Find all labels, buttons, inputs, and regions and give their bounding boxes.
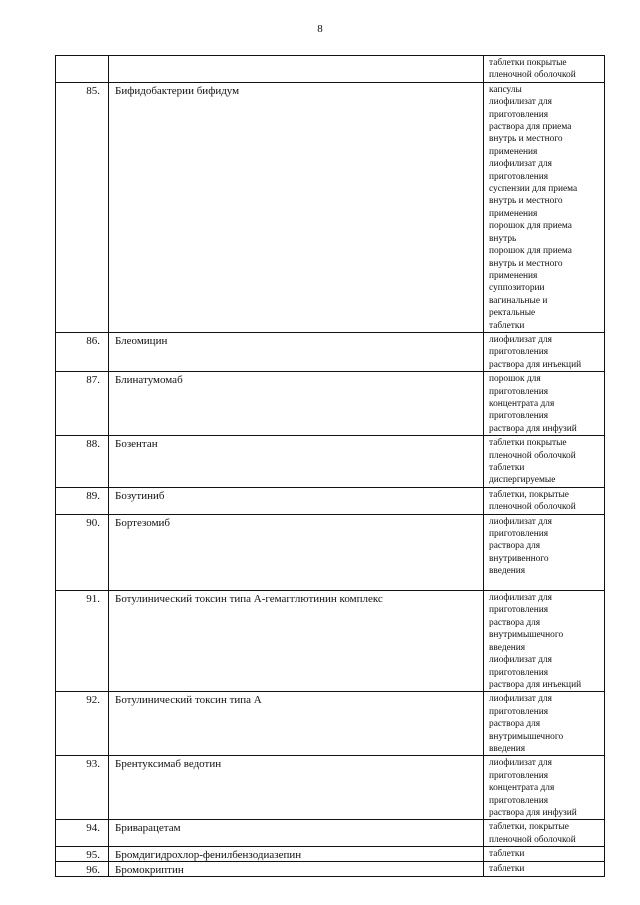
dosage-form-line: раствора для инъекций <box>489 359 582 370</box>
row-number: 96. <box>56 862 109 877</box>
dosage-form-line: суспензии для приема <box>489 184 578 195</box>
dosage-form-line: таблетки <box>489 849 525 860</box>
dosage-form-line: приготовления <box>489 171 549 182</box>
dosage-form-line: приготовления <box>489 529 549 540</box>
table-row <box>56 692 605 756</box>
drug-table <box>55 55 605 877</box>
row-number: 89. <box>56 487 109 514</box>
dosage-form-line: таблетки <box>489 864 525 875</box>
drug-name: Бозутиниб <box>109 487 484 514</box>
dosage-form-line: пленочной оболочкой <box>489 450 576 461</box>
dosage-form-line: приготовления <box>489 706 549 717</box>
dosage-form-line: таблетки, покрытые <box>489 489 569 500</box>
table-body <box>56 56 605 877</box>
drug-name: Брентуксимаб ведотин <box>109 756 484 820</box>
table-row <box>56 332 605 371</box>
dosage-form-line: порошок для <box>489 374 541 385</box>
dosage-form-line: диспергируемые <box>489 475 556 486</box>
table-row <box>56 820 605 847</box>
row-number: 85. <box>56 82 109 332</box>
drug-name: Бромокриптин <box>109 862 484 877</box>
dosage-form-line: применения <box>489 146 538 157</box>
table-row <box>56 372 605 436</box>
row-number: 90. <box>56 514 109 590</box>
dosage-form-line: приготовления <box>489 605 549 616</box>
dosage-form-line: приготовления <box>489 795 549 806</box>
dosage-forms <box>484 862 605 877</box>
dosage-form-line: применения <box>489 208 538 219</box>
dosage-form-line: внутримышечного <box>489 731 564 742</box>
row-number <box>56 56 109 83</box>
table-row <box>56 514 605 590</box>
page-number: 8 <box>317 23 323 35</box>
dosage-form-line: концентрата для <box>489 783 555 794</box>
dosage-form-line: внутримышечного <box>489 630 564 641</box>
drug-name: Ботулинический токсин типа А-гемагглютинин комплекс <box>109 591 484 692</box>
dosage-form-line: приготовления <box>489 109 549 120</box>
table-row <box>56 487 605 514</box>
dosage-form-line: раствора для инфузий <box>489 423 577 434</box>
dosage-form-line: раствора для инъекций <box>489 679 582 690</box>
row-number: 91. <box>56 591 109 692</box>
dosage-form-line: раствора для инфузий <box>489 807 577 818</box>
drug-name: Бозентан <box>109 436 484 488</box>
table-row <box>56 82 605 332</box>
dosage-forms <box>484 332 605 371</box>
table-row <box>56 591 605 692</box>
dosage-form-line: лиофилизат для <box>489 758 552 769</box>
dosage-form-line: таблетки покрытые <box>489 58 567 68</box>
dosage-forms <box>484 82 605 332</box>
dosage-forms <box>484 692 605 756</box>
dosage-form-line: лиофилизат для <box>489 334 552 345</box>
dosage-form-line: пленочной оболочкой <box>489 502 576 513</box>
dosage-form-line: порошок для приема <box>489 246 572 257</box>
drug-name: Бриварацетам <box>109 820 484 847</box>
row-number: 94. <box>56 820 109 847</box>
dosage-form-line: введения <box>489 743 526 754</box>
dosage-form-line: таблетки <box>489 463 525 473</box>
dosage-form-line: раствора для <box>489 541 541 552</box>
dosage-form-line: лиофилизат для <box>489 593 552 604</box>
table-row <box>56 847 605 862</box>
row-number: 95. <box>56 847 109 862</box>
dosage-forms <box>484 372 605 436</box>
dosage-form-line: таблетки покрытые <box>489 438 567 449</box>
table-row <box>56 56 605 83</box>
dosage-form-line: вагинальные и <box>489 295 548 306</box>
drug-name: Бифидобактерии бифидум <box>109 82 484 332</box>
dosage-form-line: внутривенного <box>489 553 549 564</box>
row-number: 92. <box>56 692 109 756</box>
dosage-form-line: лиофилизат для <box>489 655 552 666</box>
row-number: 93. <box>56 756 109 820</box>
dosage-forms <box>484 847 605 862</box>
dosage-forms <box>484 436 605 488</box>
dosage-forms <box>484 487 605 514</box>
dosage-form-line: порошок для приема <box>489 221 572 232</box>
dosage-form-line: введения <box>489 566 526 577</box>
dosage-form-line: внутрь и местного <box>489 258 563 269</box>
dosage-form-line: внутрь и местного <box>489 134 563 145</box>
dosage-forms <box>484 820 605 847</box>
dosage-forms <box>484 591 605 692</box>
drug-name: Блеомицин <box>109 332 484 371</box>
row-number: 87. <box>56 372 109 436</box>
dosage-form-line: приготовления <box>489 411 549 422</box>
dosage-form-line: пленочной оболочкой <box>489 70 576 81</box>
row-number: 86. <box>56 332 109 371</box>
dosage-form-line: внутрь и местного <box>489 196 563 207</box>
dosage-form-line: концентрата для <box>489 398 555 409</box>
dosage-forms <box>484 756 605 820</box>
dosage-form-line: приготовления <box>489 386 549 397</box>
table-row <box>56 756 605 820</box>
dosage-form-line <box>489 578 602 590</box>
dosage-form-line: раствора для <box>489 719 541 730</box>
dosage-form-line: приготовления <box>489 347 549 358</box>
drug-name: Бортезомиб <box>109 514 484 590</box>
dosage-form-line: пленочной оболочкой <box>489 834 576 845</box>
dosage-form-line: лиофилизат для <box>489 159 552 170</box>
dosage-form-line: лиофилизат для <box>489 97 552 108</box>
drug-name: Ботулинический токсин типа А <box>109 692 484 756</box>
row-number: 88. <box>56 436 109 488</box>
dosage-form-line: приготовления <box>489 667 549 678</box>
dosage-form-line: капсулы <box>489 84 522 95</box>
table-row <box>56 862 605 877</box>
drug-name: Блинатумомаб <box>109 372 484 436</box>
drug-name: Бромдигидрохлор-фенилбензодиазепин <box>109 847 484 862</box>
table-row <box>56 436 605 488</box>
dosage-form-line: лиофилизат для <box>489 516 552 527</box>
dosage-form-line: применения <box>489 270 538 281</box>
dosage-form-line: таблетки, покрытые <box>489 822 569 833</box>
dosage-form-line: таблетки <box>489 320 525 331</box>
dosage-forms <box>484 56 605 83</box>
dosage-forms <box>484 514 605 590</box>
dosage-form-line: внутрь <box>489 233 517 244</box>
dosage-form-line: лиофилизат для <box>489 694 552 705</box>
dosage-form-line: раствора для <box>489 617 541 628</box>
drug-name <box>109 56 484 83</box>
dosage-form-line: приготовления <box>489 770 549 781</box>
dosage-form-line: ректальные <box>489 308 536 319</box>
dosage-form-line: введения <box>489 642 526 653</box>
dosage-form-line: раствора для приема <box>489 122 572 133</box>
dosage-form-line: суппозитории <box>489 283 545 294</box>
